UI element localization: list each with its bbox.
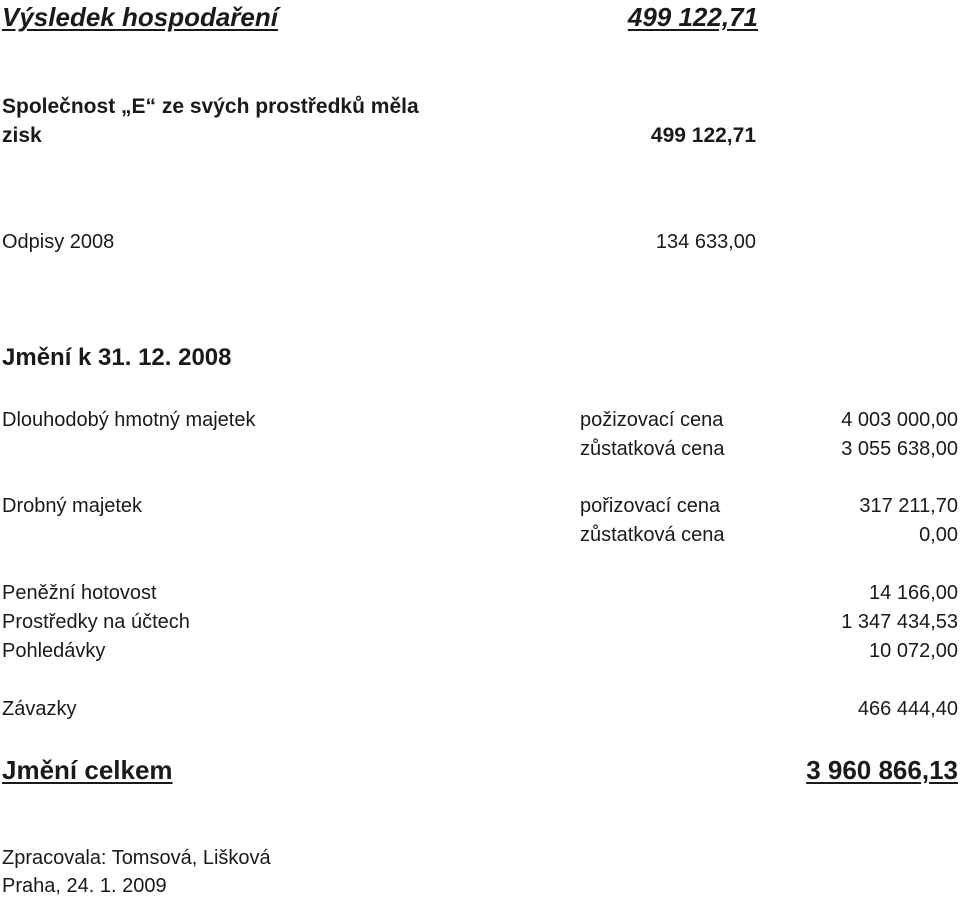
accounts-label: Prostředky na účtech bbox=[2, 611, 190, 633]
profit-value: 499 122,71 bbox=[650, 124, 756, 147]
cash-value: 14 166,00 bbox=[869, 582, 958, 604]
total-value: 3 960 866,13 bbox=[806, 755, 958, 785]
long-term-res-value: 3 055 638,00 bbox=[841, 438, 958, 460]
profit-label: zisk bbox=[2, 124, 42, 147]
long-term-acq-value: 4 003 000,00 bbox=[841, 409, 958, 431]
profit-intro: Společnost „E“ ze svých prostředků měla bbox=[2, 95, 419, 118]
assets-heading: Jmění k 31. 12. 2008 bbox=[2, 344, 232, 371]
depreciation-label: Odpisy 2008 bbox=[2, 231, 115, 253]
small-res-value: 0,00 bbox=[919, 524, 958, 546]
small-acq-label: pořizovací cena bbox=[580, 495, 721, 517]
prepared-by: Zpracovala: Tomsová, Lišková bbox=[2, 847, 271, 869]
small-assets-label: Drobný majetek bbox=[2, 495, 143, 517]
depreciation-value: 134 633,00 bbox=[655, 231, 756, 253]
small-acq-value: 317 211,70 bbox=[859, 495, 958, 517]
page-title: Výsledek hospodaření bbox=[2, 2, 278, 32]
place-date: Praha, 24. 1. 2009 bbox=[2, 875, 167, 897]
accounts-value: 1 347 434,53 bbox=[841, 611, 958, 633]
long-term-assets-label: Dlouhodobý hmotný majetek bbox=[2, 409, 256, 431]
small-res-label: zůstatková cena bbox=[580, 524, 725, 546]
receivables-label: Pohledávky bbox=[2, 640, 106, 662]
long-term-res-label: zůstatková cena bbox=[580, 438, 725, 460]
liabilities-value: 466 444,40 bbox=[857, 698, 958, 720]
page-title-value: 499 122,71 bbox=[627, 2, 758, 32]
receivables-value: 10 072,00 bbox=[869, 640, 958, 662]
total-label: Jmění celkem bbox=[2, 755, 173, 785]
cash-label: Peněžní hotovost bbox=[2, 582, 157, 604]
liabilities-label: Závazky bbox=[2, 698, 77, 720]
long-term-acq-label: požizovací cena bbox=[580, 409, 724, 431]
